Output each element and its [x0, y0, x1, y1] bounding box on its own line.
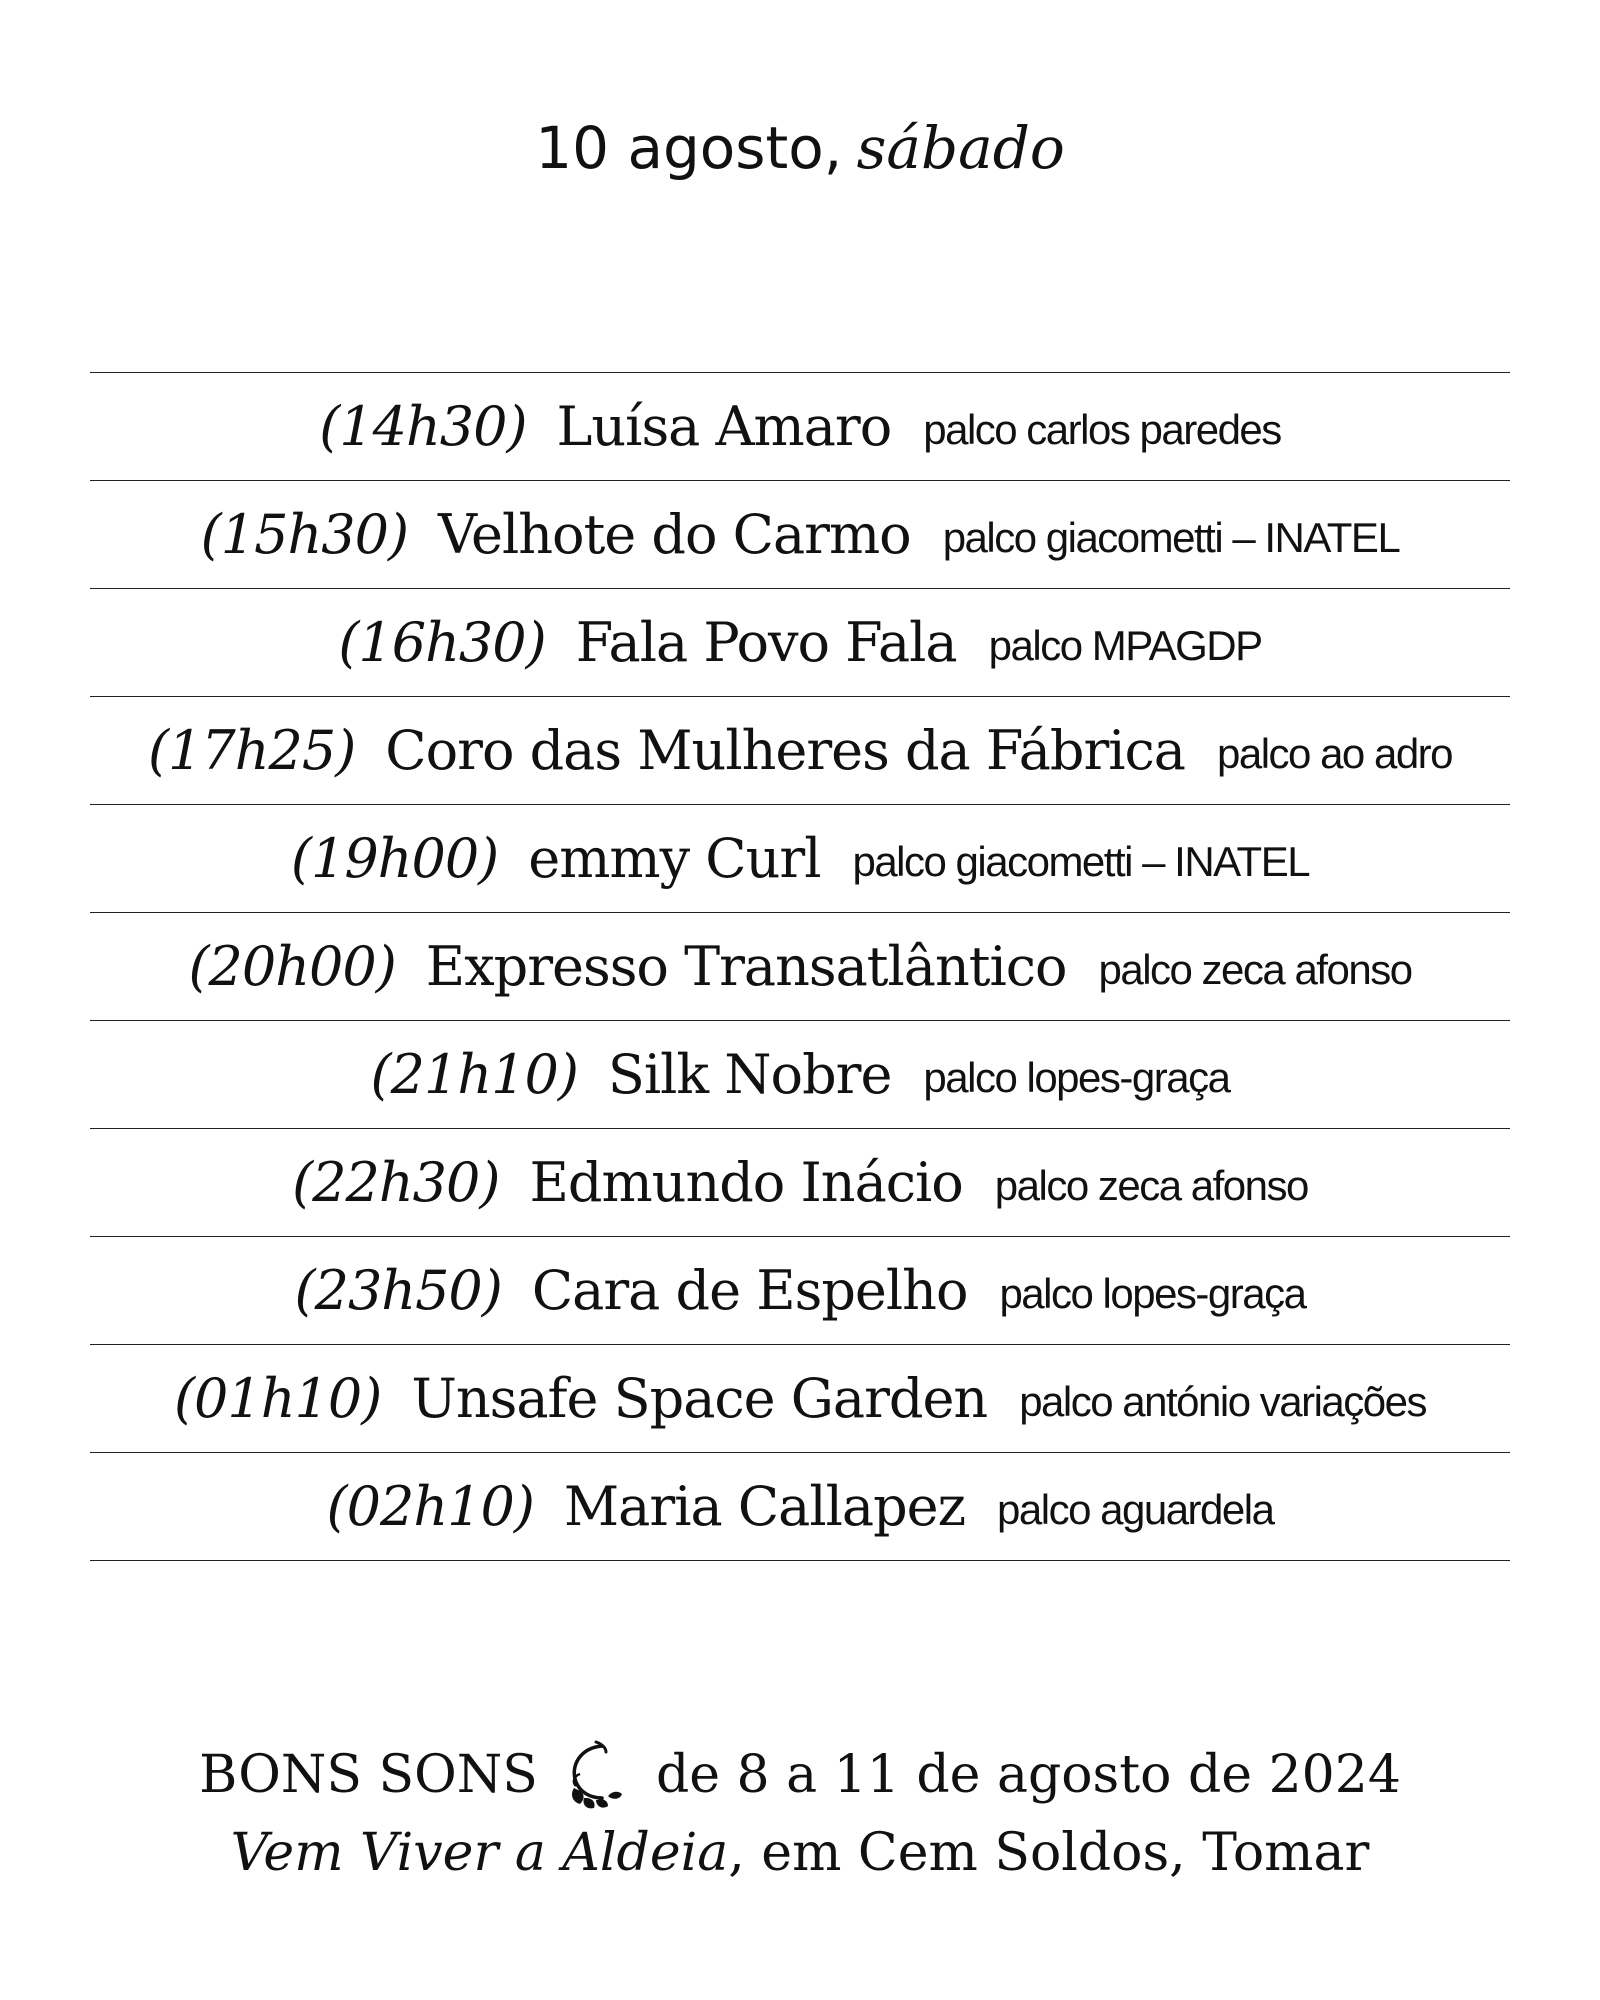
artist-name: Silk Nobre [607, 1043, 892, 1106]
artist-name: Luísa Amaro [556, 395, 892, 458]
schedule-row [90, 697, 1510, 805]
stage-name: palco MPAGDP [988, 621, 1262, 669]
stage-name: palco lopes-graça [999, 1269, 1306, 1317]
time-label: (14h30) [319, 395, 527, 458]
schedule-row [90, 1237, 1510, 1345]
date-label: 10 agosto, [535, 114, 843, 182]
slogan-line [0, 1814, 1600, 1892]
schedule-row [90, 1021, 1510, 1129]
stage-name: palco ao adro [1217, 729, 1453, 777]
artist-name: emmy Curl [528, 827, 821, 890]
artist-name: Expresso Transatlântico [425, 935, 1067, 998]
festival-dates: de 8 a 11 de agosto de 2024 [655, 1745, 1401, 1805]
time-label: (22h30) [292, 1151, 500, 1214]
time-label: (15h30) [200, 503, 409, 566]
festival-footer [0, 1736, 1600, 1892]
stage-name: palco zeca afonso [994, 1161, 1308, 1209]
stage-name: palco lopes-graça [923, 1053, 1230, 1101]
time-label: (21h10) [370, 1043, 578, 1106]
artist-name: Fala Povo Fala [575, 611, 957, 674]
time-label: (16h30) [338, 611, 546, 674]
schedule-row [90, 913, 1510, 1021]
artist-name: Velhote do Carmo [438, 503, 911, 566]
time-label: (01h10) [173, 1367, 382, 1430]
laurel-wreath-icon [562, 1738, 632, 1812]
artist-name: Unsafe Space Garden [411, 1367, 988, 1430]
weekday-label: sábado [856, 114, 1065, 182]
time-label: (20h00) [188, 935, 396, 998]
stage-name: palco giacometti – INATEL [942, 513, 1400, 561]
time-label: (02h10) [326, 1475, 534, 1538]
schedule-row [90, 1453, 1510, 1561]
time-label: (23h50) [294, 1259, 502, 1322]
artist-name: Maria Callapez [563, 1475, 966, 1538]
festival-info-line [0, 1736, 1600, 1814]
schedule-row [90, 1129, 1510, 1237]
schedule-list [90, 372, 1510, 1561]
schedule-row [90, 805, 1510, 913]
brand-name: BONS SONS [199, 1745, 538, 1805]
artist-name: Cara de Espelho [531, 1259, 968, 1322]
date-header [0, 108, 1600, 189]
artist-name: Edmundo Inácio [529, 1151, 963, 1214]
festival-slogan: Vem Viver a Aldeia [230, 1823, 729, 1883]
stage-name: palco giacometti – INATEL [852, 837, 1310, 885]
stage-name: palco zeca afonso [1098, 945, 1412, 993]
schedule-row [90, 589, 1510, 697]
stage-name: palco aguardela [997, 1485, 1274, 1533]
time-label: (19h00) [290, 827, 499, 890]
schedule-row [90, 481, 1510, 589]
stage-name: palco antónio variações [1019, 1377, 1426, 1425]
stage-name: palco carlos paredes [923, 405, 1281, 453]
schedule-row [90, 373, 1510, 481]
artist-name: Coro das Mulheres da Fábrica [385, 719, 1185, 782]
schedule-row [90, 1345, 1510, 1453]
festival-location: , em Cem Soldos, Tomar [728, 1823, 1370, 1883]
time-label: (17h25) [147, 719, 356, 782]
